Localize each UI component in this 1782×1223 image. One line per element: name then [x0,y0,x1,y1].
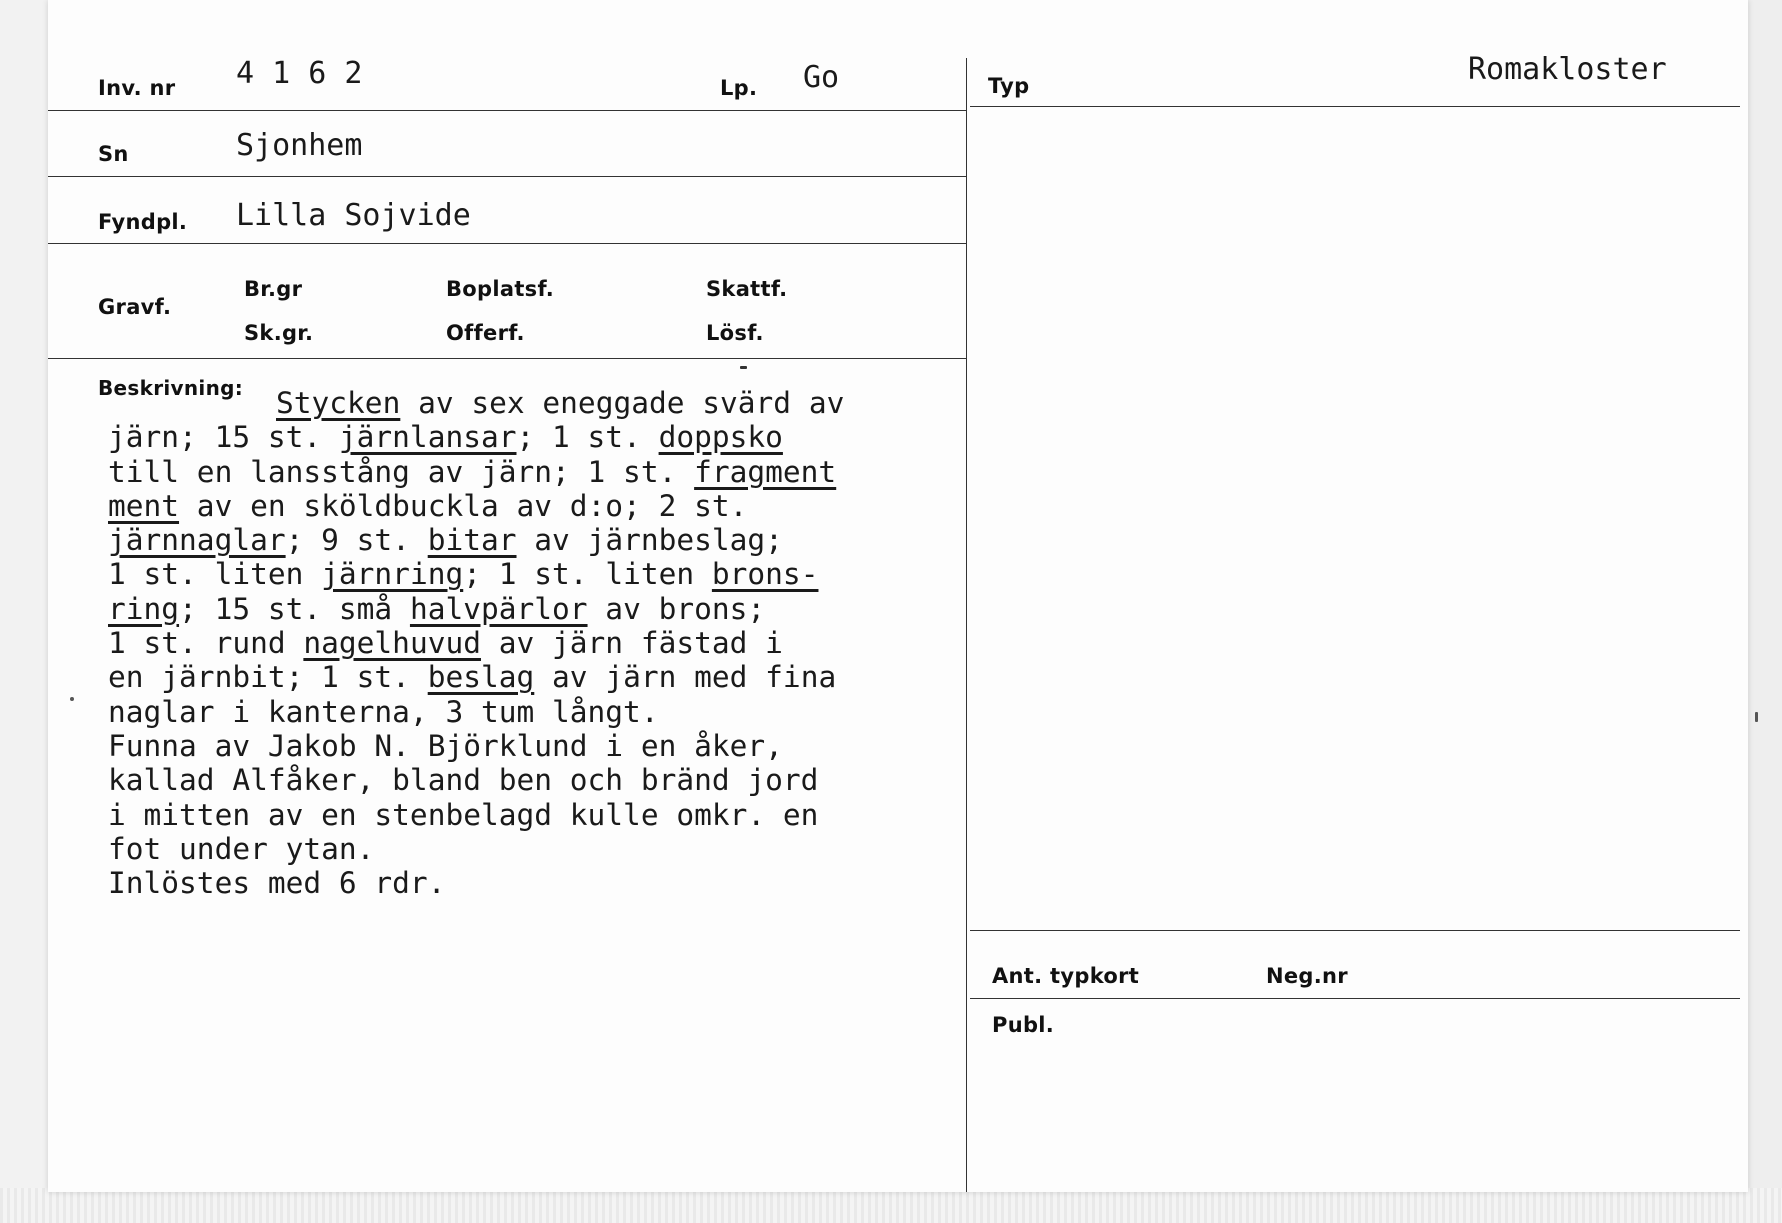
typ-value: Romakloster [1468,52,1667,87]
underlined-term: halvpärlor [409,591,588,626]
description-text: järn; 15 st. [108,420,339,455]
description-line [108,798,988,832]
description-line [108,557,988,591]
beskrivning-text [108,386,988,900]
fyndpl-value: Lilla Sojvide [236,198,471,233]
speck [740,366,747,369]
underlined-term: nagelhuvud [303,626,481,661]
underlined-term: ment [108,488,180,523]
underlined-term: bitar [427,523,517,558]
underlined-term: doppsko [658,420,783,455]
beskrivning-label: Beskrivning: [98,376,244,400]
inv-nr-label: Inv. nr [98,76,176,100]
ant-typkort-label: Ant. typkort [992,964,1140,988]
inv-nr-value: 4 1 6 2 [236,56,363,91]
row-divider-1 [48,110,966,111]
description-line [108,866,988,900]
description-text: av järnbeslag; [516,523,783,558]
typ-label: Typ [988,74,1030,98]
description-line [108,592,988,626]
description-line [108,626,988,660]
description-text: fot under ytan. [108,831,375,866]
description-text: kallad Alfåker, bland ben och bränd jord [108,763,819,798]
background-edge-bottom [0,1188,1782,1223]
description-text: till en lansstång av järn; 1 st. [108,454,695,489]
description-text: av järn fästad i [480,626,783,661]
description-text: ; 1 st. liten [463,557,712,592]
row-divider-4 [48,358,966,359]
description-text: naglar i kanterna, 3 tum långt. [108,694,659,729]
description-line [108,489,988,523]
underlined-term: järnring [321,557,464,592]
description-line [108,729,988,763]
fyndpl-label: Fyndpl. [98,210,188,234]
underlined-term: beslag [427,660,535,695]
description-line [108,695,988,729]
description-text: av en sköldbuckla av d:o; 2 st. [179,488,748,523]
description-text: 1 st. liten [108,557,322,592]
skattf-label: Skattf. [706,277,788,301]
underlined-term: järnlansar [338,420,517,455]
description-line [108,386,988,420]
description-line [108,763,988,797]
neg-nr-label: Neg.nr [1266,964,1348,988]
boplatsf-label: Boplatsf. [446,277,555,301]
description-text: en järnbit; 1 st. [108,660,428,695]
offerf-label: Offerf. [446,321,525,345]
lp-value: Go [803,60,840,95]
row-divider-3 [48,243,966,244]
background-edge-right [1748,0,1782,1223]
speck [1755,712,1758,722]
ant-divider [970,930,1740,931]
sn-value: Sjonhem [236,128,363,163]
description-line [108,660,988,694]
publ-label: Publ. [992,1013,1055,1037]
underlined-term: ring [108,591,180,626]
speck [70,697,74,701]
description-text: ; 1 st. [516,420,659,455]
gravf-label: Gravf. [98,295,172,319]
description-text: Funna av Jakob N. Björklund i en åker, [108,728,783,763]
publ-divider [970,998,1740,999]
underlined-term: fragment [694,454,837,489]
description-text: i mitten av en stenbelagd kulle omkr. en [108,797,819,832]
typ-divider [970,106,1740,107]
br-gr-label: Br.gr [244,277,303,301]
description-text: av brons; [587,591,766,626]
description-text: av järn med fina [534,660,837,695]
sk-gr-label: Sk.gr. [244,321,314,345]
description-text: ; 9 st. [285,523,428,558]
sn-label: Sn [98,142,129,166]
description-line [108,523,988,557]
description-text: 1 st. rund [108,626,304,661]
description-text: Inlöstes med 6 rdr. [108,866,446,901]
description-line [108,455,988,489]
underlined-term: brons- [711,557,819,592]
description-text: ; 15 st. små [179,591,410,626]
lp-label: Lp. [720,76,758,100]
losf-label: Lösf. [706,321,764,345]
underlined-term: järnnaglar [108,523,286,558]
description-text: av sex eneggade svärd av [400,386,845,420]
underlined-term: Stycken [276,386,401,420]
row-divider-2 [48,176,966,177]
description-line [108,832,988,866]
description-line [108,420,988,454]
